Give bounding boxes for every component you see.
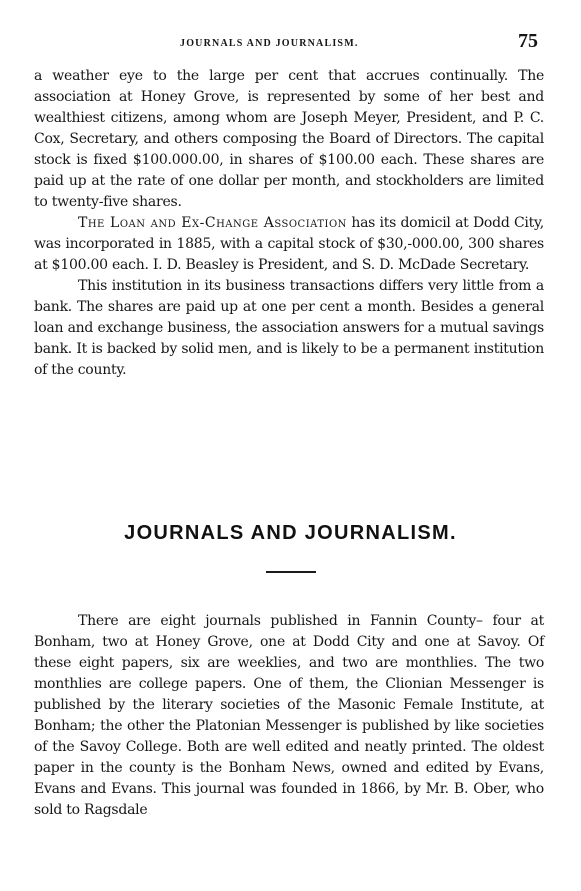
bottom-text-block — [34, 611, 544, 821]
paragraph-fannin-journals: There are eight journals published in Fannin County– four at Bonham, two at Honey Grove, one at Dodd City and one at Savoy. Of these eight papers, six are weeklies, and two are monthlies. The two monthlies are college papers. One of them, the Clionian Messenger is published by the literary societies of the Masonic Female Institute, at Bonham; the other the Platonian Messenger is published by like societies of the Savoy College. Both are well edited and neatly printed. The oldest paper in the county is the Bonham News, owned and edited by Evans, Evans and Evans. This journal was founded in 1866, by Mr. B. Ober, who sold to Ragsdale — [34, 613, 544, 818]
paragraph-honey-grove-association: a weather eye to the large per cent that accrues continually. The association at Honey Grove, is represented by some of her best and wealthiest citizens, among whom are Joseph Meyer, President, and P. C. Cox, Secretary, and others composing the Board of Directors. The capital stock is fixed $100.000.00, in shares of $100.00 each. These shares are paid up at the rate of one dollar per month, and stockholders are limited to twenty-five shares. — [34, 68, 544, 210]
paragraph-loan-exchange-association — [34, 213, 544, 276]
running-head: JOURNALS AND JOURNALISM. — [180, 38, 359, 49]
page-number: 75 — [518, 30, 538, 52]
heading-rule — [266, 571, 316, 573]
top-text-block — [34, 66, 544, 381]
paragraph-institution-transactions: This institution in its business transactions differs very little from a bank. The shares are paid up at one per cent a month. Besides a general loan and exchange business, the association answers for a mutual savings bank. It is backed by solid men, and is likely to be a permanent institution of the county. — [34, 278, 544, 378]
section-heading: JOURNALS AND JOURNALISM. — [124, 522, 457, 544]
paragraph-loan-exchange-text: has its domicil at Dodd City, was incorporated in 1885, with a capital stock of $30,-000.00, 300 shares at $100.00 each. I. D. Beasley is President, and S. D. McDade Secretary. — [34, 215, 545, 273]
association-name: The Loan and Ex-Change Association — [78, 215, 347, 231]
